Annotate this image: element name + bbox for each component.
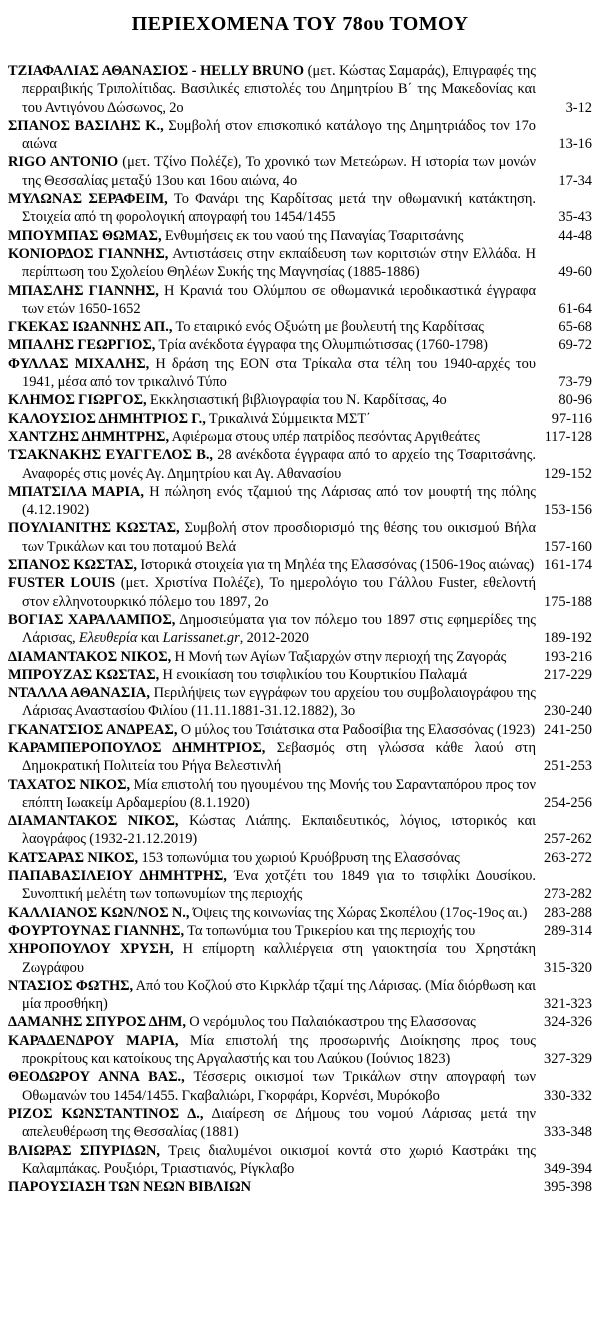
toc-entry (8, 721, 592, 739)
entry-title-text: (μετ. Κώστας Σαμαράς), Επιγραφές της περραιβικής Τριπολίτιδας. Βασιλικές επιστολές του Δημητρίου Β΄ της Μακεδονίας και του Αντιγόνου Δώσωνος, 2ο (22, 63, 536, 116)
entry-title-text: (μετ. Χριστίνα Πολέζε), Το ημερολόγιο του Γάλλου Fuster, εθελοντή στον ελληνοτουρκικό πόλεμο του 1897, 2ο (22, 575, 536, 610)
entry-author: ΚΑΡΑΔΕΝΔΡΟΥ ΜΑΡΙΑ, (8, 1032, 179, 1049)
entry-line (8, 776, 592, 813)
entry-page-range: 333-348 (544, 1124, 592, 1141)
entry-line (8, 483, 592, 520)
entry-title-text: Μία επιστολή της προσωρινής Διοίκησης προς τους προκρίτους και κατοίκους της Αργαλαστής και του Λαύκου (Ιούνιος 1823) (22, 1032, 536, 1068)
entry-title-text: Το Φανάρι της Καρδίτσας μετά την οθωμανική κατάκτηση. Στοιχεία από τη φορολογική απογραφή του 1454/1455 (22, 191, 536, 226)
entry-line (8, 922, 592, 940)
toc-entry (8, 62, 592, 117)
entry-author: ΘΕΟΔΩΡΟΥ ΑΝΝΑ ΒΑΣ., (8, 1069, 185, 1086)
entry-title-text: Η επίμορτη καλλιέργεια στη γαιοκτησία του Χρηστάκη Ζωγράφου (22, 941, 536, 976)
entry-line (8, 648, 592, 666)
entry-page-range: 175-188 (544, 593, 592, 610)
toc-entry (8, 684, 592, 721)
entry-title-text: Η ενοικίαση του τσιφλικίου του Κουρτικίου Παλαμά (159, 666, 467, 683)
entry-author: ΜΥΛΩΝΑΣ ΣΕΡΑΦΕΙΜ, (8, 191, 168, 208)
entry-page-range: 97-116 (551, 410, 592, 427)
entry-author: ΤΑΧΑΤΟΣ ΝΙΚΟΣ, (8, 776, 131, 793)
entry-title-text: Περιλήψεις των εγγράφων του αρχείου του συμβολαιογράφου της Λάρισας Αναστασίου Φιλίου (11.11.1881-31.12.1882), 3ο (22, 685, 537, 720)
entry-author: FUSTER LOUIS (8, 575, 116, 592)
entry-page-range: 73-79 (558, 374, 592, 391)
entry-page-range: 289-314 (544, 922, 592, 939)
toc-entry (8, 318, 592, 336)
entry-author: ΝΤΑΣΙΟΣ ΦΩΤΗΣ, (8, 977, 134, 994)
entry-author: ΒΟΓΙΑΣ ΧΑΡΑΛΑΜΠΟΣ, (8, 611, 176, 628)
entry-author: ΤΖΙΑΦΑΛΙΑΣ ΑΘΑΝΑΣΙΟΣ - HELLY BRUNO (8, 63, 305, 79)
entry-author: ΣΠΑΝΟΣ ΒΑΣΙΛΗΣ Κ., (8, 117, 164, 134)
entry-line (8, 977, 592, 1014)
entry-page-range: 217-229 (544, 666, 592, 683)
entry-author: ΒΛΙΩΡΑΣ ΣΠΥΡΙΔΩΝ, (8, 1142, 160, 1159)
entry-line (8, 940, 592, 977)
entry-author: ΜΠΑΣΛΗΣ ΓΙΑΝΝΗΣ, (8, 282, 159, 299)
entry-page-range: 327-329 (544, 1051, 592, 1068)
entry-line (8, 812, 592, 849)
toc-entry (8, 776, 592, 813)
entry-line (8, 446, 592, 483)
entry-line (8, 739, 592, 776)
entry-line (8, 391, 592, 409)
entry-title-segment: και (137, 630, 163, 647)
entry-title-text: 28 ανέκδοτα έγγραφα από το αρχείο της Τσαριτσάνης. Αναφορές στις μονές Αγ. Δημητρίου και Αγ. Αθανασίου (22, 447, 536, 482)
entry-page-range: 161-174 (544, 557, 592, 574)
entry-page-range: 3-12 (565, 99, 592, 116)
toc-entry (8, 245, 592, 282)
entry-line (8, 611, 592, 648)
entry-line (8, 245, 592, 282)
entry-title-text: Ενθυμήσεις εκ του ναού της Παναγίας Τσαριτσάνης (161, 227, 464, 244)
toc-entry (8, 117, 592, 154)
entry-title-text: Μία επιστολή του ηγουμένου της Μονής του Σαρανταπόρου προς τον επόπτη Ιωακείμ Αρδαμερίου (8.1.1920) (22, 776, 536, 811)
entry-page-range: 44-48 (558, 227, 592, 244)
entry-title-text: Τρικαλινά Σύμμεικτα ΜΣΤ΄ (205, 410, 371, 427)
entry-line (8, 1032, 592, 1069)
entry-title-text: Εκκλησιαστική βιβλιογραφία του Ν. Καρδίτσας, 4ο (146, 392, 447, 409)
entry-title-text: Αντιστάσεις στην εκπαίδευση των κοριτσιών στην Ελλάδα. Η περίπτωση του Σχολείου Θηλέων Συκής της Μαγνησίας (1885-1886) (22, 245, 536, 281)
entry-author: ΝΤΑΛΛΑ ΑΘΑΝΑΣΙΑ, (8, 685, 150, 702)
entry-line (8, 1105, 592, 1142)
entry-page-range: 395-398 (544, 1179, 592, 1196)
toc-entry (8, 410, 592, 428)
toc-entry (8, 1068, 592, 1105)
entry-title-text: Συμβολή στον επισκοπικό κατάλογο της Δημητριάδος τον 17ο αιώνα (22, 117, 536, 153)
entry-page-range: 349-394 (544, 1160, 592, 1177)
entry-author: ΜΠΑΛΗΣ ΓΕΩΡΓΙΟΣ, (8, 337, 156, 354)
entry-author: ΜΠΟΥΜΠΑΣ ΘΩΜΑΣ, (8, 227, 162, 244)
entry-page-range: 257-262 (544, 831, 592, 848)
toc-entry (8, 519, 592, 556)
entry-title-text: Ιστορικά στοιχεία για τη Μηλέα της Ελασσόνας (1506-19ος αιώνας) (137, 557, 535, 574)
toc-entry (8, 611, 592, 648)
entry-line (8, 1013, 592, 1031)
entry-title-text: Κώστας Λιάπης. Εκπαιδευτικός, λόγιος, ιστορικός και λαογράφος (1932-21.12.2019) (22, 813, 536, 848)
toc-entry (8, 483, 592, 520)
entry-title-text: Ο νερόμυλος του Παλαιόκαστρου της Ελασσονας (185, 1014, 476, 1031)
entry-author: ΚΑΡΑΜΠΕΡΟΠΟΥΛΟΣ ΔΗΜΗΤΡΙΟΣ, (8, 739, 266, 756)
entry-line (8, 282, 592, 319)
entry-page-range: 330-332 (544, 1087, 592, 1104)
entry-author: ΠΟΥΛΙΑΝΙΤΗΣ ΚΩΣΤΑΣ, (8, 520, 180, 537)
entry-line (8, 410, 592, 428)
entry-title-text: Η Μονή των Αγίων Ταξιαρχών στην περιοχή της Ζαγοράς (171, 648, 507, 665)
entry-page-range: 69-72 (558, 337, 592, 354)
entry-title-segment: , 2012-2020 (239, 630, 309, 647)
toc-entry (8, 1013, 592, 1031)
entry-title-text: Διαίρεση σε Δήμους του νομού Λάρισας μετά την απελευθέρωση της Θεσσαλίας (1881) (22, 1105, 536, 1141)
toc-entry (8, 849, 592, 867)
toc-entry (8, 574, 592, 611)
toc-entry (8, 428, 592, 446)
entry-author: ΓΚΑΝΑΤΣΙΟΣ ΑΝΔΡΕΑΣ, (8, 721, 178, 738)
entry-line (8, 556, 592, 574)
entry-title-text: Τέσσερις οικισμοί των Τρικάλων στην απογραφή των Οθωμανών του 1454/1455. Γκαβαλιώρι, Γκορφάρι, Κορνέσι, Μυρόκοβο (22, 1069, 537, 1104)
toc-entry (8, 190, 592, 227)
entry-author: ΤΣΑΚΝΑΚΗΣ ΕΥΑΓΓΕΛΟΣ Β., (8, 447, 214, 464)
entry-page-range: 230-240 (544, 703, 592, 720)
entry-page-range: 13-16 (558, 136, 592, 153)
toc-entry (8, 648, 592, 666)
entry-author: ΧΑΝΤΖΗΣ ΔΗΜΗΤΡΗΣ, (8, 428, 170, 445)
toc-entry (8, 227, 592, 245)
entry-page-range: 49-60 (558, 264, 592, 281)
toc-entry (8, 922, 592, 940)
entry-title-text: Συμβολή στον προσδιορισμό της θέσης του οικισμού Βήλα των Τρικάλων και του ποταμού Βελά (22, 520, 536, 555)
entry-page-range: 321-323 (544, 996, 592, 1013)
entry-author: ΜΠΡΟΥΖΑΣ ΚΩΣΤΑΣ, (8, 666, 160, 683)
toc-entry (8, 867, 592, 904)
toc-entry (8, 977, 592, 1014)
entry-title-segment: Δημοσιεύματα για τον πόλεμο του 1897 στις εφημερίδες της Λάρισας, (22, 611, 536, 647)
entry-author: ΠΑΠΑΒΑΣΙΛΕΙΟΥ ΔΗΜΗΤΡΗΣ, (8, 868, 227, 885)
toc-entry (8, 355, 592, 392)
entry-title-text: Ένα χοτζέτι του 1849 για το τσιφλίκι Δουσίκου. Συνοπτική μελέτη των τοπωνυμίων της περιοχής (22, 868, 536, 903)
toc-entry (8, 739, 592, 776)
entry-page-range: 117-128 (544, 428, 592, 445)
entry-line (8, 428, 592, 446)
entry-title-text: 153 τοπωνύμια του χωριού Κρυόβρυση της Ελασσόνας (138, 849, 460, 866)
entry-author: RIGO ANTONIO (8, 154, 119, 171)
entry-title-text: Ο μύλος του Τσιάτσικα στα Ραδοσίβια της Ελασσόνας (1923) (177, 721, 536, 738)
entry-title-italic-segment: Larissanet.gr (162, 630, 240, 647)
entry-page-range: 17-34 (558, 172, 592, 189)
entry-page-range: 129-152 (544, 465, 592, 482)
entry-line (8, 1178, 592, 1196)
entry-title-text: Η δράση της ΕΟΝ στα Τρίκαλα στα τέλη του 1940-αρχές του 1941, μέσα από τον τρικαλινό Τύπο (22, 355, 536, 391)
entry-author: ΦΥΛΛΑΣ ΜΙΧΑΛΗΣ, (8, 355, 150, 372)
entry-page-range: 254-256 (544, 794, 592, 811)
toc-entry (8, 336, 592, 354)
entry-title-italic-segment: Ελευθερία (78, 630, 138, 647)
entry-line (8, 153, 592, 190)
entry-title-text: Σεβασμός στη γλώσσα κάθε λαού στη Δημοκρατική Πολιτεία του Ρήγα Βελεστινλή (22, 739, 536, 775)
entry-author: ΚΑΛΛΙΑΝΟΣ ΚΩΝ/ΝΟΣ Ν., (8, 904, 190, 921)
toc-entry (8, 904, 592, 922)
toc-entry (8, 556, 592, 574)
entry-author: ΓΚΕΚΑΣ ΙΩΑΝΝΗΣ ΑΠ., (8, 319, 173, 336)
entry-line (8, 904, 592, 922)
entry-line (8, 62, 592, 117)
entry-page-range: 35-43 (558, 209, 592, 226)
toc-entry (8, 812, 592, 849)
entry-line (8, 867, 592, 904)
entry-author: ΦΟΥΡΤΟΥΝΑΣ ΓΙΑΝΝΗΣ, (8, 922, 185, 939)
entry-page-range: 315-320 (544, 959, 592, 976)
entry-line (8, 227, 592, 245)
entry-line (8, 519, 592, 556)
toc-entry (8, 1178, 592, 1196)
entry-author: ΠΑΡΟΥΣΙΑΣΗ ΤΩΝ ΝΕΩΝ ΒΙΒΛΙΩΝ (8, 1179, 252, 1196)
entry-page-range: 241-250 (544, 721, 592, 738)
page-title: ΠΕΡΙΕΧΟΜΕΝΑ ΤΟΥ 78ου ΤΟΜΟΥ (131, 13, 469, 35)
toc-entry (8, 282, 592, 319)
entry-author: ΜΠΑΤΣΙΛΑ ΜΑΡΙΑ, (8, 483, 144, 500)
entry-title-text: Τρεις διαλυμένοι οικισμοί κοντά στο χωριό Καστράκι της Καλαμπάκας. Ρουξιόρι, Τριαστιανός, Ρίγκλαβο (22, 1142, 536, 1177)
entry-author: ΚΑΤΣΑΡΑΣ ΝΙΚΟΣ, (8, 849, 139, 866)
entry-page-range: 80-96 (558, 392, 592, 409)
toc-entry (8, 446, 592, 483)
entry-page-range: 324-326 (544, 1014, 592, 1031)
entry-author: ΚΛΗΜΟΣ ΓΙΩΡΓΟΣ, (8, 392, 147, 409)
entry-line (8, 574, 592, 611)
entry-line (8, 318, 592, 336)
entry-line (8, 849, 592, 867)
entry-title-text: Η πώληση ενός τζαμιού της Λάρισας από τον μουφτή της πόλης (4.12.1902) (22, 483, 536, 519)
entry-page-range: 283-288 (544, 904, 592, 921)
toc-entry (8, 666, 592, 684)
entry-line (8, 1142, 592, 1179)
entry-page-range: 157-160 (544, 538, 592, 555)
entry-page-range: 153-156 (544, 502, 592, 519)
toc-entry (8, 1105, 592, 1142)
entry-title-text: Το εταιρικό ενός Οξυώτη με βουλευτή της Καρδίτσας (172, 319, 485, 336)
entry-line (8, 117, 592, 154)
entry-title-text: Όψεις της κοινωνίας της Χώρας Σκοπέλου (17ος-19ος αι.) (189, 904, 528, 921)
entry-author: ΣΠΑΝΟΣ ΚΩΣΤΑΣ, (8, 557, 138, 574)
toc-entry (8, 1142, 592, 1179)
toc-entry (8, 940, 592, 977)
entry-author: ΚΑΛΟΥΣΙΟΣ ΔΗΜΗΤΡΙΟΣ Γ., (8, 410, 206, 427)
entry-line (8, 355, 592, 392)
entry-author: ΔΙΑΜΑΝΤΑΚΟΣ ΝΙΚΟΣ, (8, 813, 179, 830)
entry-title-text: Αφιέρωμα στους υπέρ πατρίδος πεσόντας Αργιθεάτες (169, 428, 480, 445)
toc-entry (8, 1032, 592, 1069)
entry-author: ΚΟΝΙΟΡΔΟΣ ΓΙΑΝΝΗΣ, (8, 245, 169, 262)
entry-line (8, 721, 592, 739)
entry-title-text: Τρία ανέκδοτα έγγραφα της Ολυμπιώτισσας (1760-1798) (155, 337, 488, 354)
entry-page-range: 61-64 (558, 300, 592, 317)
entry-title-text: (μετ. Τζίνο Πολέζε), Το χρονικό των Μετεώρων. Η ιστορία των μονών της Θεσσαλίας μεταξύ 13ου και 16ου αιώνα, 4ο (22, 154, 536, 189)
entry-page-range: 189-192 (544, 630, 592, 647)
entry-page-range: 273-282 (544, 886, 592, 903)
entry-page-range: 263-272 (544, 849, 592, 866)
entry-line (8, 1068, 592, 1105)
toc-list (8, 62, 592, 1196)
entry-page-range: 251-253 (544, 758, 592, 775)
entry-title-text: Τα τοπωνύμια του Τρικερίου και της περιοχής του (184, 922, 476, 939)
entry-line (8, 336, 592, 354)
entry-line (8, 666, 592, 684)
entry-line (8, 190, 592, 227)
entry-title-text: Η Κρανιά του Ολύμπου σε οθωμανικά ιεροδικαστικά έγγραφα των ετών 1650-1652 (22, 282, 536, 317)
entry-title-text: Από του Κοζλού στο Κιρκλάρ τζαμί της Λάρισας. (Μία διόρθωση και μία προσθήκη) (22, 977, 536, 1013)
entry-author: ΔΑΜΑΝΗΣ ΣΠΥΡΟΣ ΔΗΜ, (8, 1014, 186, 1031)
entry-author: ΧΗΡΟΠΟΥΛΟΥ ΧΡΥΣΗ, (8, 941, 174, 958)
entry-author: ΡΙΖΟΣ ΚΩΝΣΤΑΝΤΙΝΟΣ Δ., (8, 1105, 204, 1122)
entry-line (8, 684, 592, 721)
toc-entry (8, 153, 592, 190)
toc-entry (8, 391, 592, 409)
entry-author: ΔΙΑΜΑΝΤΑΚΟΣ ΝΙΚΟΣ, (8, 648, 172, 665)
entry-page-range: 65-68 (558, 319, 592, 336)
entry-page-range: 193-216 (544, 648, 592, 665)
